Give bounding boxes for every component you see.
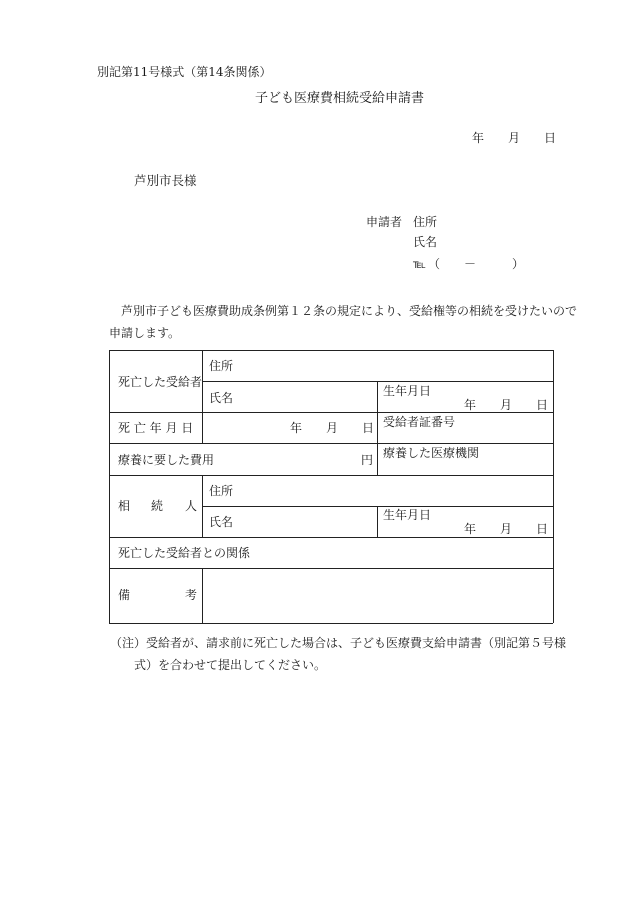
form-number: 別記第11号様式（第14条関係） — [97, 65, 272, 79]
heir-birth-label: 生年月日 — [383, 508, 432, 522]
heir-label-char-3: 人 — [185, 499, 198, 513]
yen-unit: 円 — [361, 453, 374, 467]
document-title: 子ども医療費相続受給申請書 — [255, 91, 425, 106]
death-date-label: 死 亡 年 月 日 — [118, 421, 194, 435]
deceased-address-label: 住所 — [209, 359, 234, 373]
applicant-address-label: 住所 — [413, 215, 438, 229]
heir-label-char-1: 相 — [118, 499, 131, 513]
body-line-1: 芦別市子ども医療費助成条例第１２条の規定により、受給権等の相続を受けたいので — [121, 304, 578, 318]
body-line-2: 申請します。 — [109, 326, 181, 340]
date-line: 年 月 日 — [472, 131, 557, 145]
deceased-birth-ymd: 年 月 日 — [464, 398, 549, 412]
deceased-name-label: 氏名 — [209, 391, 234, 405]
death-date-ymd: 年 月 日 — [290, 421, 375, 435]
heir-address-label: 住所 — [209, 484, 234, 498]
applicant-tel-format: （ － ） — [428, 257, 525, 271]
heir-label-char-2: 続 — [151, 499, 164, 513]
deceased-recipient-label: 死亡した受給者 — [118, 375, 203, 389]
deceased-birth-label: 生年月日 — [383, 384, 432, 398]
note-line-1: （注）受給者が、請求前に死亡した場合は、子ども医療費支給申請書（別記第５号様 — [110, 636, 567, 650]
heir-name-label: 氏名 — [209, 515, 234, 529]
heir-birth-ymd: 年 月 日 — [464, 522, 549, 536]
form-table — [109, 350, 553, 623]
remarks-label-char-1: 備 — [118, 588, 131, 602]
recipient-number-label: 受給者証番号 — [383, 415, 456, 429]
applicant-name-label: 氏名 — [413, 235, 438, 249]
applicant-tel-label: ℡ — [413, 257, 426, 271]
medical-cost-label: 療養に要した費用 — [118, 453, 215, 467]
note-line-2: 式）を合わせて提出してください。 — [134, 658, 327, 672]
applicant-label: 申請者 — [366, 215, 403, 229]
relation-label: 死亡した受給者との関係 — [118, 546, 251, 560]
remarks-label-char-2: 考 — [185, 588, 198, 602]
medical-institution-label: 療養した医療機関 — [383, 446, 480, 460]
addressee: 芦別市長様 — [134, 173, 197, 188]
